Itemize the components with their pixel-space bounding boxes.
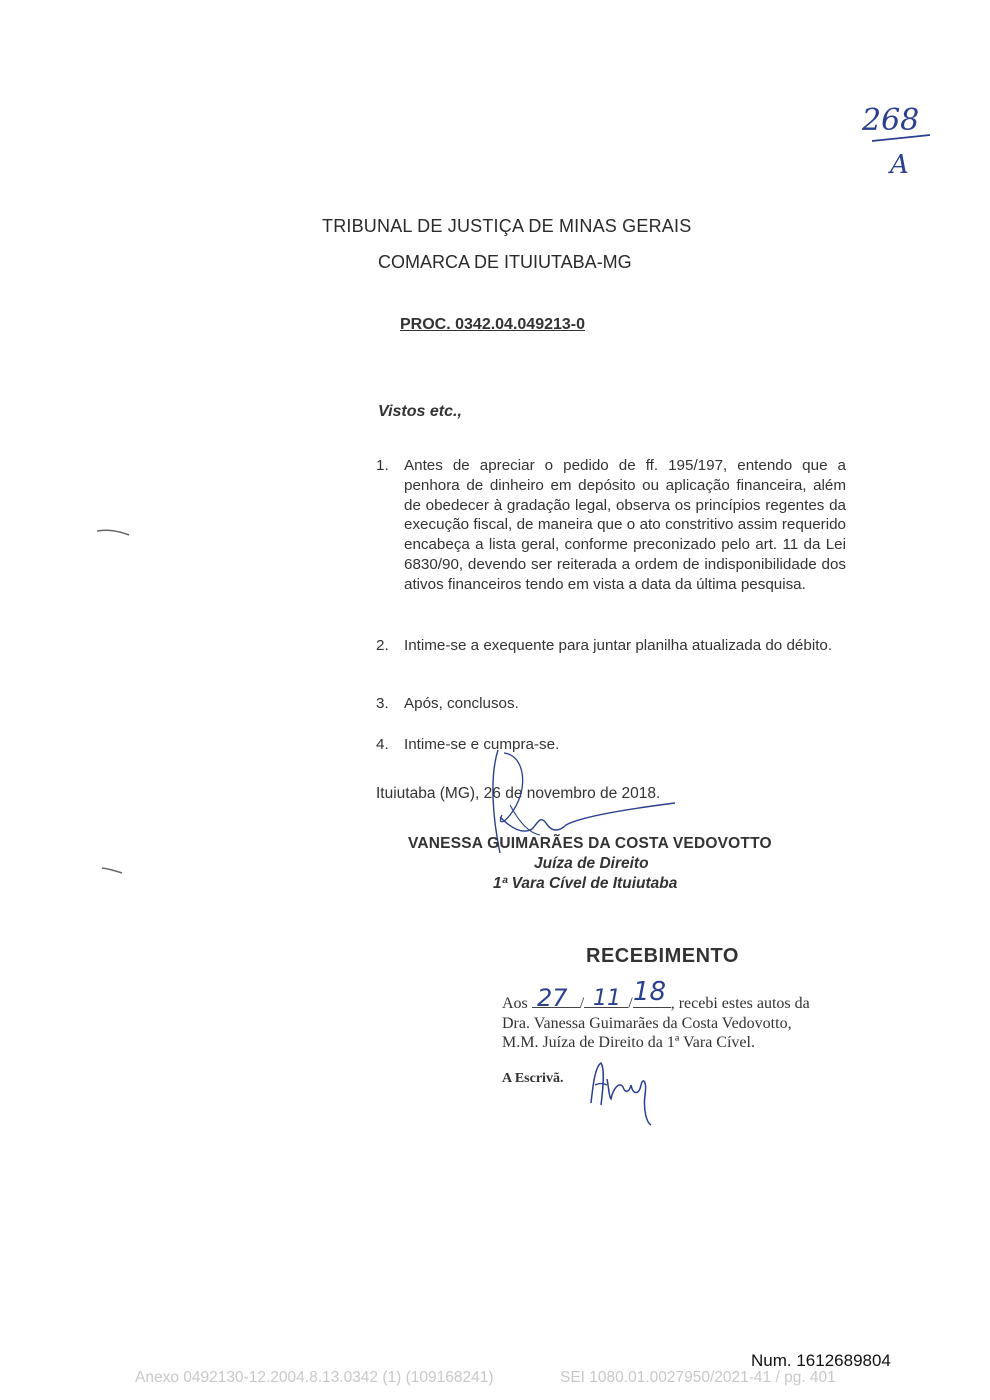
handwritten-receipt-date	[525, 968, 680, 1013]
item-text: Intime-se a exequente para juntar planilha atualizada do débito.	[404, 637, 833, 654]
item-number: 3.	[376, 695, 389, 712]
judge-court: 1ª Vara Cível de Ituiutaba	[493, 875, 678, 892]
escriva-label: A Escrivã.	[502, 1071, 564, 1086]
margin-mark	[100, 862, 124, 872]
document-number: Num. 1612689804	[751, 1351, 891, 1370]
item-text: Intime-se e cumpra-se.	[404, 736, 560, 753]
decision-item-2	[376, 636, 846, 656]
folio-number: 268	[862, 103, 920, 138]
escriva-signature	[585, 1055, 665, 1130]
decision-date: Ituiutaba (MG), 26 de novembro de 2018.	[376, 785, 661, 802]
recebimento-line-1: Aos / / , recebi estes autos da	[502, 995, 810, 1012]
item-text: Após, conclusos.	[404, 695, 519, 712]
folio-letter: A	[890, 150, 909, 180]
judge-name: VANESSA GUIMARÃES DA COSTA VEDOVOTTO	[408, 835, 772, 852]
recebimento-line-2: Dra. Vanessa Guimarães da Costa Vedovotto,	[502, 1015, 792, 1032]
judge-role: Juíza de Direito	[534, 855, 649, 872]
comarca-title: COMARCA DE ITUIUTABA-MG	[378, 252, 632, 272]
receipt-day: 27	[537, 984, 568, 1012]
item-number: 2.	[376, 637, 389, 654]
decision-item-1	[376, 456, 846, 595]
salutation: Vistos etc.,	[378, 403, 462, 420]
folio-annotation	[858, 95, 948, 185]
decision-item-3	[376, 694, 846, 714]
margin-mark	[95, 524, 131, 534]
recebimento-title: RECEBIMENTO	[586, 945, 739, 967]
item-number: 1.	[376, 457, 389, 474]
annex-reference: Anexo 0492130-12.2004.8.13.0342 (1) (109168241)	[135, 1369, 494, 1386]
process-number: PROC. 0342.04.049213-0	[400, 316, 586, 333]
receipt-year: 18	[633, 977, 667, 1007]
recebimento-prefix: Aos	[502, 995, 528, 1012]
court-title: TRIBUNAL DE JUSTIÇA DE MINAS GERAIS	[322, 216, 692, 236]
item-number: 4.	[376, 736, 389, 753]
sei-reference: SEI 1080.01.0027950/2021-41 / pg. 401	[560, 1369, 836, 1386]
item-text: Antes de apreciar o pedido de ff. 195/197, entendo que a penhora de dinheiro em depósito ou aplicação financeira, além de obedecer à gradação legal, observa os princípios regentes da execução fiscal, de maneira que o ato constritivo assim requerido encabeça a lista geral, conforme preconizado pelo art. 11 da Lei 6830/90, devendo ser reiterada a ordem de indisponibilidade dos ativos financeiros tendo em vista a data da última pesquisa.	[404, 457, 846, 593]
recebimento-line-3: M.M. Juíza de Direito da 1ª Vara Cível.	[502, 1034, 755, 1051]
recebimento-line1-suffix: , recebi estes autos da	[670, 995, 810, 1012]
receipt-month: 11	[593, 986, 621, 1011]
